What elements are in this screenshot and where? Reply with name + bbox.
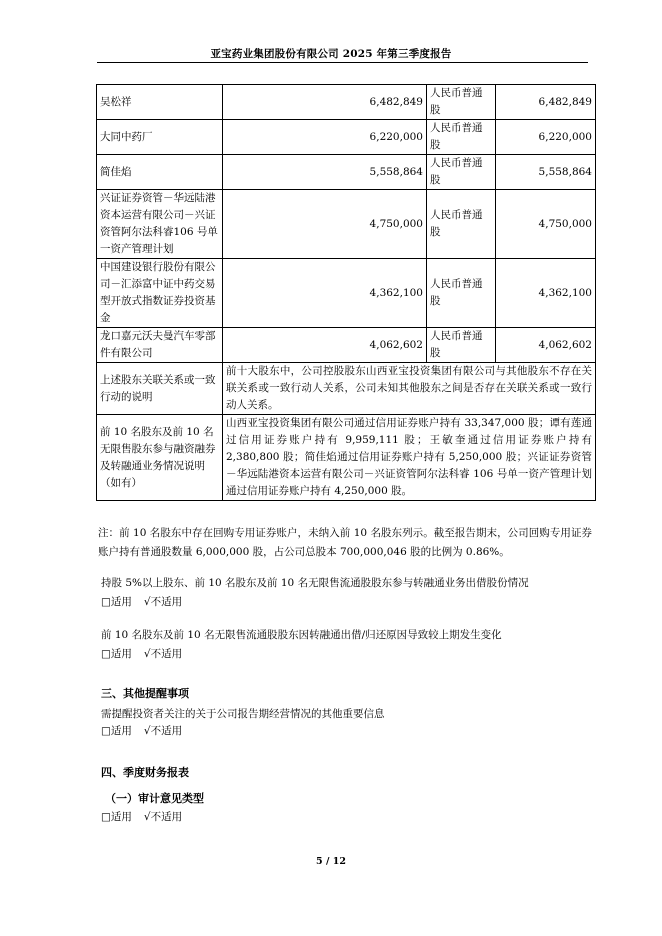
share-amount: 4,362,100 — [496, 259, 596, 328]
relation-text: 前十大股东中，公司控股股东山西亚宝投资集团有限公司与其他股东不存在关联关系或一致行动人关系，公司未知其他股东之间是否存在关联关系或一致行动人关系。 — [223, 363, 596, 415]
share-amount: 5,558,864 — [496, 155, 596, 190]
share-amount: 4,750,000 — [496, 190, 596, 259]
section-4-options — [101, 809, 194, 825]
section-3-options — [101, 723, 194, 739]
report-header: 亚宝药业集团股份有限公司 2025 年第三季度报告 — [210, 48, 452, 60]
table-row — [97, 85, 596, 120]
option-not-applicable: √不适用 — [143, 725, 183, 737]
section-3-title: 三、其他提醒事项 — [101, 687, 189, 700]
holder-name: 吴松祥 — [97, 85, 223, 120]
share-class: 人民币普通股 — [427, 259, 496, 328]
holder-shares: 4,062,602 — [223, 328, 427, 363]
lending-question: 持股 5%以上股东、前 10 名股东及前 10 名无限售流通股股东参与转融通业务出借股份情况 — [101, 577, 529, 589]
option-applicable: □适用 — [101, 725, 132, 737]
holder-shares: 5,558,864 — [223, 155, 427, 190]
table-row — [97, 155, 596, 190]
table-row — [97, 190, 596, 259]
holder-shares: 4,750,000 — [223, 190, 427, 259]
option-not-applicable: √不适用 — [143, 596, 183, 608]
option-not-applicable: √不适用 — [143, 648, 183, 660]
share-class: 人民币普通股 — [427, 85, 496, 120]
holder-name: 大同中药厂 — [97, 120, 223, 155]
lending-options — [101, 594, 194, 610]
change-question: 前 10 名股东及前 10 名无限售流通股股东因转融通出借/归还原因导致较上期发生变化 — [101, 629, 502, 641]
share-class: 人民币普通股 — [427, 120, 496, 155]
table-row — [97, 120, 596, 155]
change-options — [101, 646, 194, 662]
relation-label: 上述股东关联关系或一致行动的说明 — [97, 363, 223, 415]
header-divider — [97, 62, 588, 63]
shareholders-table — [96, 84, 596, 501]
margin-label: 前 10 名股东及前 10 名无限售股东参与融资融券及转融通业务情况说明（如有） — [97, 415, 223, 501]
option-applicable: □适用 — [101, 811, 132, 823]
relation-row — [97, 363, 596, 415]
option-not-applicable: √不适用 — [143, 811, 183, 823]
holder-name: 龙口嘉元沃夫曼汽车零部件有限公司 — [97, 328, 223, 363]
option-applicable: □适用 — [101, 596, 132, 608]
share-class: 人民币普通股 — [427, 328, 496, 363]
holder-name: 兴证证券资管－华远陆港资本运营有限公司－兴证资管阿尔法科睿106 号单一资产管理计划 — [97, 190, 223, 259]
holder-name: 简佳焰 — [97, 155, 223, 190]
holder-shares: 6,220,000 — [223, 120, 427, 155]
repurchase-note: 注：前 10 名股东中存在回购专用证券账户，未纳入前 10 名股东列示。截至报告期末，公司回购专用证券账户持有普通股数量 6,000,000 股，占公司总股本 700,000,046 股的比例为 0.86%。 — [98, 527, 592, 558]
table-row — [97, 259, 596, 328]
section-4-subtitle: （一）审计意见类型 — [105, 792, 204, 805]
share-amount: 6,482,849 — [496, 85, 596, 120]
table-row — [97, 328, 596, 363]
page-number: 5 / 12 — [316, 856, 346, 867]
section-4-title: 四、季度财务报表 — [101, 766, 189, 779]
share-class: 人民币普通股 — [427, 190, 496, 259]
holder-shares: 6,482,849 — [223, 85, 427, 120]
margin-row — [97, 415, 596, 501]
margin-text: 山西亚宝投资集团有限公司通过信用证券账户持有 33,347,000 股；谭有莲通过信用证券账户持有 9,959,111 股；王敏奎通过信用证券账户持有 2,380,800 股；简佳焰通过信用证券账户持有 5,250,000 股；兴证证券资管－华远陆港资本运营有限公司－兴证资管阿尔法科睿 106 号单一资产管理计划通过信用证券账户持有 4,250,000 股。 — [223, 415, 596, 501]
share-amount: 4,062,602 — [496, 328, 596, 363]
holder-shares: 4,362,100 — [223, 259, 427, 328]
section-3-text: 需提醒投资者关注的关于公司报告期经营情况的其他重要信息 — [101, 708, 385, 720]
option-applicable: □适用 — [101, 648, 132, 660]
share-amount: 6,220,000 — [496, 120, 596, 155]
holder-name: 中国建设银行股份有限公司－汇添富中证中药交易型开放式指数证券投资基金 — [97, 259, 223, 328]
share-class: 人民币普通股 — [427, 155, 496, 190]
